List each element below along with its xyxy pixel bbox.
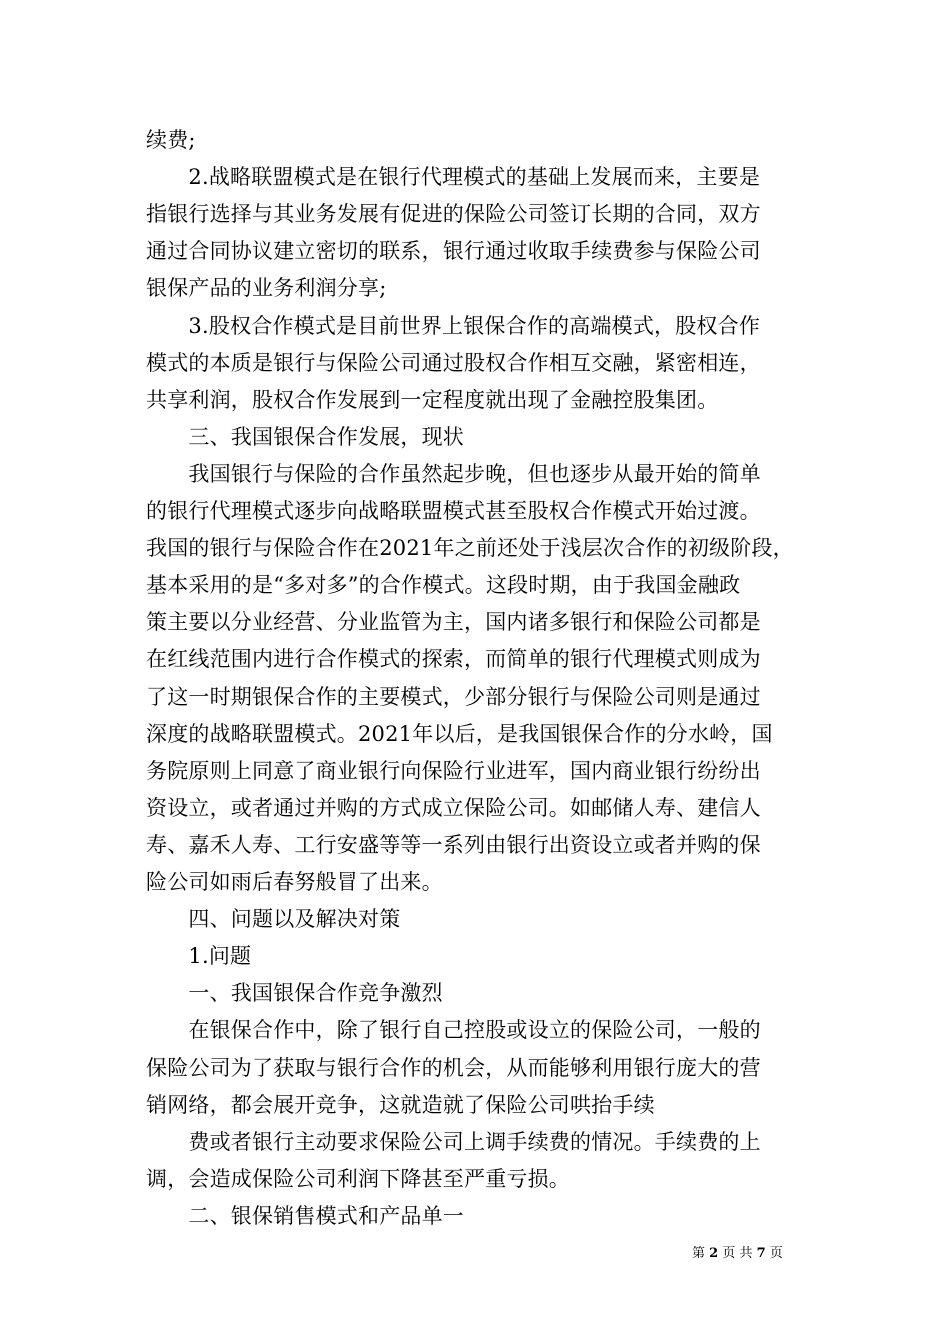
text-line: 资设立，或者通过并购的方式成立保险公司。如邮储人寿、建信人 [146, 795, 761, 820]
text-line: 续费; [146, 128, 196, 152]
text-line: 险公司如雨后春努般冒了出来。 [146, 870, 443, 894]
text-line: 深度的战略联盟模式。2021年以后，是我国银保合作的分水岭，国 [146, 721, 773, 746]
text-line: 寿、嘉禾人寿、工行安盛等等一系列由银行出资设立或者并购的保 [146, 832, 761, 857]
text-line: 三、我国银保合作发展，现状 [146, 424, 464, 449]
page-number-footer [692, 1245, 783, 1263]
text-line: 3.股权合作模式是目前世界上银保合作的高端模式，股权合作 [146, 313, 761, 338]
text-line: 通过合同协议建立密切的联系，银行通过收取手续费参与保险公司 [146, 239, 761, 264]
text-line: 基本采用的是“多对多”的合作模式。这段时期，由于我国金融政 [146, 573, 741, 598]
page-prefix: 第 [692, 1246, 706, 1261]
text-line: 模式的本质是银行与保险公司通过股权合作相互交融，紧密相连， [146, 350, 761, 375]
text-line: 销网络，都会展开竞争，这就造就了保险公司哄抬手续 [146, 1092, 655, 1117]
text-line: 银保产品的业务利润分享; [146, 276, 387, 301]
text-line: 务院原则上同意了商业银行向保险行业进军，国内商业银行纷纷出 [146, 758, 761, 783]
total-page-number: 7 [756, 1246, 766, 1261]
text-line: 保险公司为了获取与银行合作的机会，从而能够利用银行庞大的营 [146, 1055, 761, 1080]
text-line: 费或者银行主动要求保险公司上调手续费的情况。手续费的上 [146, 1129, 761, 1154]
text-line: 二、银保销售模式和产品单一 [146, 1203, 464, 1228]
page-suffix: 页 [769, 1246, 783, 1261]
text-line: 指银行选择与其业务发展有促进的保险公司签订长期的合同，双方 [146, 202, 761, 227]
text-line: 在银保合作中，除了银行自己控股或设立的保险公司，一般的 [146, 1018, 761, 1043]
text-line: 共享利润，股权合作发展到一定程度就出现了金融控股集团。 [146, 387, 719, 412]
text-line: 的银行代理模式逐步向战略联盟模式甚至股权合作模式开始过渡。 [146, 499, 761, 523]
text-line: 策主要以分业经营、分业监管为主，国内诸多银行和保险公司都是 [146, 610, 761, 635]
text-line: 一、我国银保合作竞争激烈 [146, 981, 443, 1006]
text-line: 2.战略联盟模式是在银行代理模式的基础上发展而来，主要是 [146, 165, 761, 190]
current-page-number: 2 [709, 1246, 719, 1261]
text-line: 1.问题 [146, 944, 252, 969]
page-middle-text: 页 共 [722, 1246, 753, 1261]
text-line: 了这一时期银保合作的主要模式，少部分银行与保险公司则是通过 [146, 684, 761, 709]
text-line: 我国银行与保险的合作虽然起步晚，但也逐步从最开始的简单 [146, 461, 761, 486]
text-line: 在红线范围内进行合作模式的探索，而简单的银行代理模式则成为 [146, 647, 761, 672]
text-line: 我国的银行与保险合作在2021年之前还处于浅层次合作的初级阶段， [146, 536, 794, 561]
text-line: 四、问题以及解决对策 [146, 907, 401, 932]
text-line: 调，会造成保险公司利润下降甚至严重亏损。 [146, 1166, 570, 1191]
